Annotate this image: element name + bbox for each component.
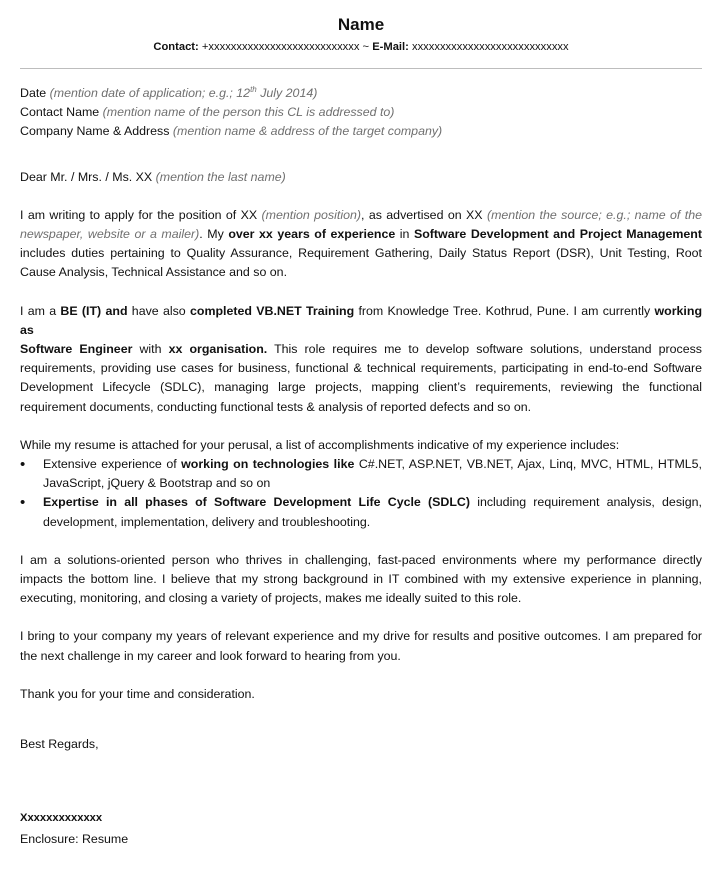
date-hint-text: (mention date of application; e.g.; 12 bbox=[49, 86, 251, 100]
para4-line2: impacts the bottom line. I believe that my strong background in IT combined with my extensive experience in planning, bbox=[20, 572, 702, 587]
text: including requirement analysis, design, bbox=[470, 495, 702, 510]
applicant-name: Name bbox=[337, 15, 385, 34]
working-as: working as bbox=[20, 303, 703, 337]
para1-line2 bbox=[20, 225, 702, 244]
header-divider bbox=[20, 68, 702, 69]
accomplishments-list bbox=[20, 455, 702, 532]
paragraph-profile bbox=[20, 551, 702, 609]
contact-line bbox=[0, 38, 722, 56]
current-role: Software Engineer bbox=[20, 342, 133, 357]
company-line bbox=[20, 122, 702, 141]
thanks-line: Thank you for your time and consideration. bbox=[20, 686, 255, 701]
para4-line3: executing, monitoring, and closing a variety of projects, makes me ideally suited to this role. bbox=[20, 591, 522, 606]
company-hint: (mention name & address of the target company) bbox=[172, 124, 443, 139]
accomplishments-intro: While my resume is attached for your perusal, a list of accomplishments indicative of my experience includes: bbox=[20, 437, 620, 452]
text: from Knowledge Tree. Kothrud, Pune. I am currently bbox=[354, 303, 655, 318]
organisation: xx organisation. bbox=[168, 342, 268, 357]
list-item bbox=[20, 455, 702, 493]
text: I am a bbox=[20, 303, 61, 318]
text: in bbox=[395, 227, 414, 242]
text: C#.NET, ASP.NET, VB.NET, Ajax, Linq, MVC, HTML, HTML5, bbox=[354, 457, 702, 472]
salutation-text: Dear Mr. / Mrs. / Ms. XX bbox=[20, 169, 156, 184]
text: This role requires me to develop software solutions, understand process bbox=[267, 342, 702, 357]
text: . My bbox=[199, 227, 229, 242]
salutation-hint: (mention the last name) bbox=[155, 169, 286, 184]
bullet1-bold: working on technologies like bbox=[181, 457, 355, 472]
email-value: xxxxxxxxxxxxxxxxxxxxxxxxxxxx bbox=[408, 41, 569, 53]
text: , as advertised on XX bbox=[360, 207, 487, 222]
para1-line4: Cause Analysis, Technical Assistance and so on. bbox=[20, 265, 288, 280]
para2-line2 bbox=[20, 340, 702, 359]
degree: BE (IT) and bbox=[60, 303, 128, 318]
contact-name-label: Contact Name bbox=[20, 105, 103, 120]
contact-name-hint: (mention name of the person this CL is addressed to) bbox=[102, 105, 395, 120]
salutation bbox=[20, 168, 702, 187]
para1-line3: includes duties pertaining to Quality Assurance, Requirement Gathering, Daily Status Report (DSR), Unit Testing, Root bbox=[20, 246, 702, 261]
para5-line2: the next challenge in my career and look forward to hearing from you. bbox=[20, 648, 401, 663]
text: Extensive experience of bbox=[43, 457, 182, 472]
bullet2-bold: Expertise in all phases of Software Development Life Cycle (SDLC) bbox=[43, 495, 470, 510]
source-hint-cont: newspaper, website or a mailer) bbox=[20, 227, 200, 242]
email-label: E-Mail: bbox=[372, 41, 409, 53]
position-hint: (mention position) bbox=[261, 207, 361, 222]
company-label: Company Name & Address bbox=[20, 124, 173, 139]
bullet1-line1 bbox=[43, 455, 702, 474]
para5-line1: I bring to your company my years of relevant experience and my drive for results and positive outcomes. I am prepared for bbox=[20, 629, 702, 644]
bullet2-line1 bbox=[43, 493, 702, 512]
paragraph-background bbox=[20, 302, 702, 417]
contact-value: +xxxxxxxxxxxxxxxxxxxxxxxxxxx ~ bbox=[198, 41, 373, 53]
contact-label: Contact: bbox=[153, 41, 199, 53]
bullet2-line2: development, implementation, delivery and troubleshooting. bbox=[43, 514, 371, 529]
para4-line1: I am a solutions-oriented person who thrives in challenging, fast-paced environments where my performance directly bbox=[20, 552, 702, 567]
para2-line5: requirement documents, conducting functional tests & analysis of reported defects and so on. bbox=[20, 399, 532, 414]
date-hint-superscript: th bbox=[250, 84, 257, 94]
text: have also bbox=[127, 303, 190, 318]
para1-line1 bbox=[20, 206, 702, 225]
date-label: Date bbox=[20, 86, 50, 100]
training: completed VB.NET Training bbox=[190, 303, 355, 318]
text: with bbox=[132, 342, 169, 357]
experience-field: Software Development and Project Management bbox=[413, 227, 702, 242]
bullet1-line2: JavaScript, jQuery & Bootstrap and so on bbox=[43, 476, 271, 491]
date-line bbox=[20, 84, 702, 103]
date-hint-text-end: July 2014) bbox=[256, 86, 318, 100]
enclosure-line: Enclosure: Resume bbox=[20, 832, 129, 847]
source-hint: (mention the source; e.g.; name of the bbox=[486, 207, 702, 222]
paragraph-application bbox=[20, 206, 702, 283]
experience-years: over xx years of experience bbox=[228, 227, 396, 242]
para2-line3: requirements, providing use cases for business, functional & technical requirements, participating in end-to-end Software bbox=[20, 361, 702, 376]
paragraph-accomplishments bbox=[20, 436, 702, 532]
text: I am writing to apply for the position of XX bbox=[20, 207, 262, 222]
date-hint bbox=[50, 86, 318, 100]
signature: Xxxxxxxxxxxxx bbox=[20, 812, 103, 825]
list-item bbox=[20, 493, 702, 531]
paragraph-closing bbox=[20, 627, 702, 665]
para2-line1 bbox=[20, 302, 702, 340]
closing-line: Best Regards, bbox=[20, 737, 99, 752]
address-block bbox=[20, 84, 702, 142]
letter-body bbox=[20, 84, 702, 850]
para2-line4: Development Lifecycle (SDLC), managing large projects, mapping client’s requirements, reviewing the functional bbox=[20, 380, 702, 395]
contact-name-line bbox=[20, 103, 702, 122]
